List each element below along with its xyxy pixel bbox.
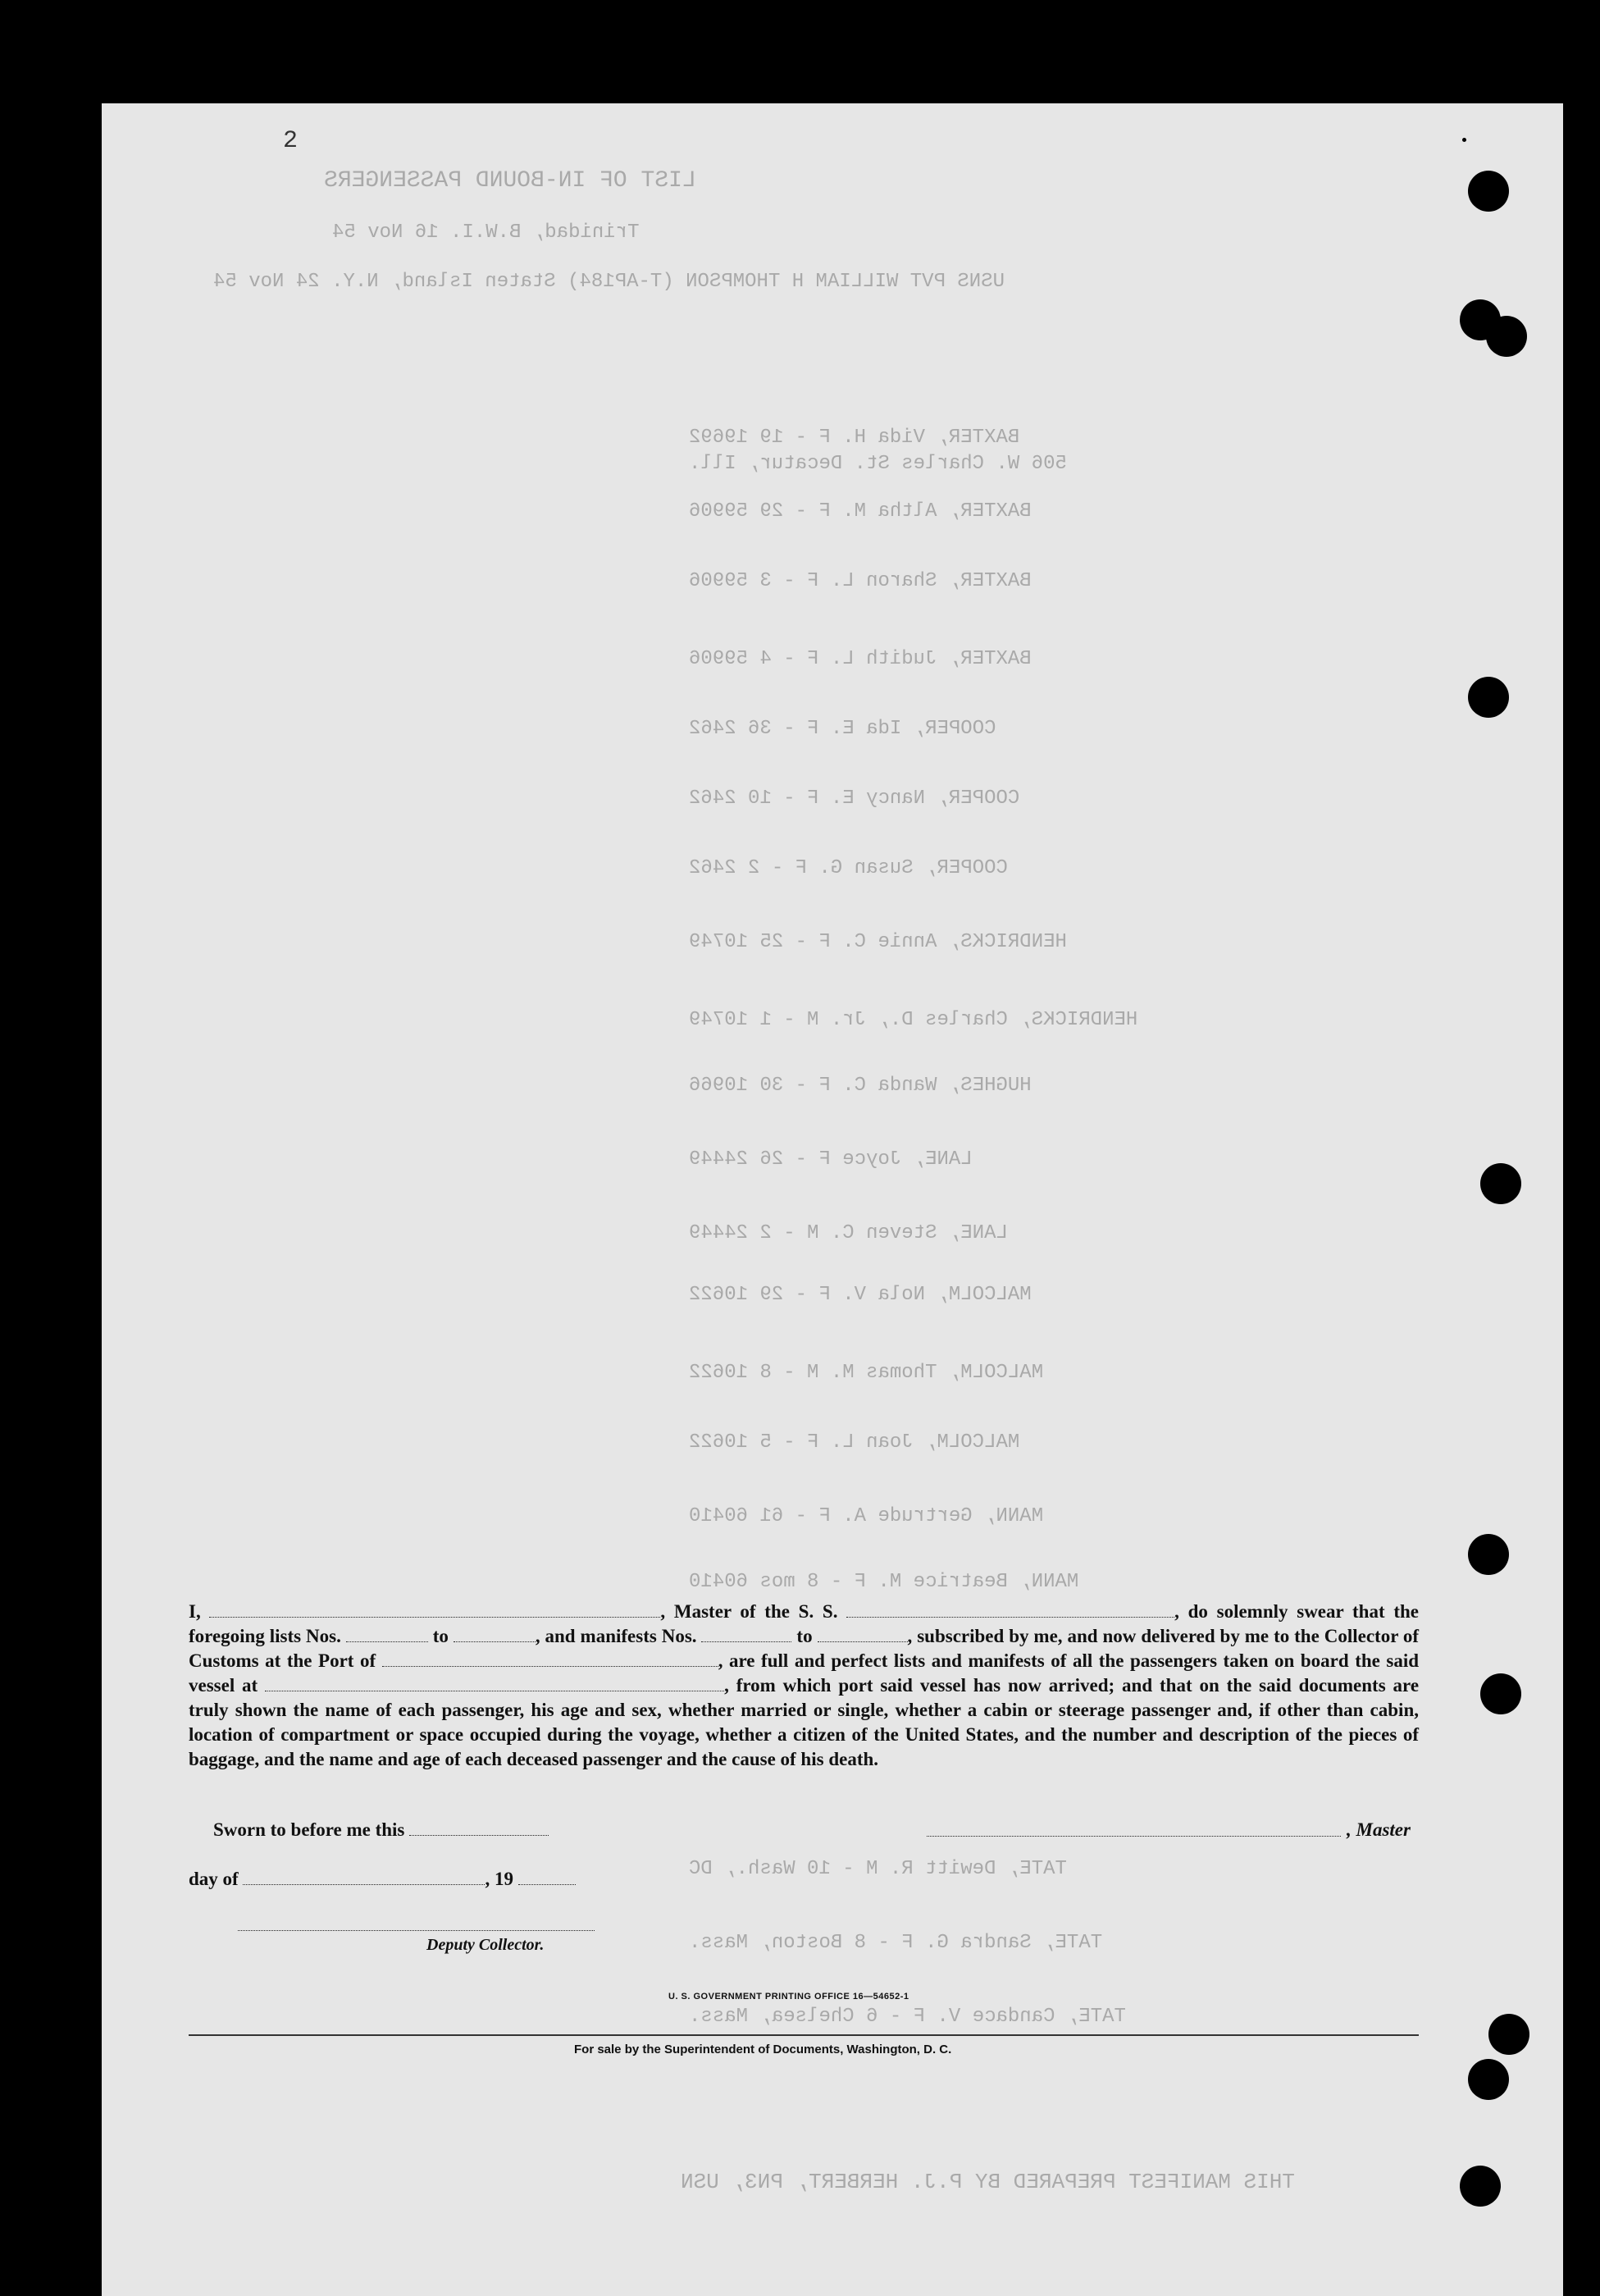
punch-hole	[1468, 677, 1509, 718]
bleed-through-line: HUGHES, Wanda C. F - 30 10966	[689, 1075, 1032, 1097]
master-name-field[interactable]	[209, 1602, 660, 1618]
sworn-label: Sworn to before me this	[213, 1819, 405, 1840]
master-label: , Master	[1347, 1819, 1411, 1840]
speck	[1462, 138, 1466, 142]
punch-hole	[1486, 316, 1527, 357]
punch-hole	[1468, 171, 1509, 212]
embark-port-field[interactable]	[265, 1676, 724, 1691]
oath-text: port said vessel has now arrived; and that on the said documents are truly shown the name of each passenger, his age and sex, whether married or single, whether a cabin or steerage passenger and, if other than cabin, location of compartment or space occupied during the voyage, whether a citizen of the United States, and the number and description of the pieces of baggage, and the name and age of each deceased passenger and the cause of his death.	[189, 1675, 1420, 1769]
bleed-through-line: LANE, Joyce F - 26 24449	[689, 1148, 973, 1171]
manifest-to-field[interactable]	[818, 1627, 908, 1642]
master-signature-line[interactable]	[927, 1836, 1341, 1837]
ship-name-field[interactable]	[846, 1602, 1174, 1618]
oath-text: swear that the foregoing lists Nos.	[189, 1601, 1420, 1646]
bleed-through-line: 506 W. Charles St. Decatur, Ill.	[689, 453, 1067, 475]
speck	[33, 345, 37, 349]
oath-text: , Master of the S. S.	[660, 1601, 838, 1622]
bleed-through-line: MANN, Beatrice M. F - 8 mos 60410	[689, 1571, 1079, 1593]
sworn-date-field[interactable]	[409, 1820, 549, 1836]
port-field[interactable]	[382, 1651, 718, 1667]
manifest-from-field[interactable]	[701, 1627, 791, 1642]
year-label: , 19	[485, 1869, 513, 1889]
bleed-through-line: MANN, Gertrude A. F - 61 60410	[689, 1505, 1044, 1527]
oath-text: , from which	[724, 1675, 832, 1696]
bleed-through-line: MALCOLM, Thomas M. M - 8 10622	[689, 1362, 1044, 1384]
bleed-through-line: MALCOLM, Nola V. F - 29 10622	[689, 1284, 1032, 1306]
oath-text: delivered by me to the Collector of Customs at the Port of	[189, 1626, 1420, 1671]
month-field[interactable]	[243, 1869, 485, 1885]
punch-hole	[1468, 2059, 1509, 2100]
bleed-through-line: LANE, Steven C. M - 2 24449	[689, 1222, 1008, 1244]
bleed-through-line: BAXTER, Judith L. F - 4 59906	[689, 648, 1032, 670]
list-to-field[interactable]	[454, 1627, 536, 1642]
page-number: 2	[283, 127, 299, 155]
sworn-row	[213, 1819, 549, 1841]
bleed-through-line: TATE, Dewitt R. M - 10 Wash., DC	[689, 1858, 1067, 1880]
oath-text: I,	[189, 1601, 201, 1622]
bleed-through-line: HENDRICKS, Annie C. F - 25 10749	[689, 931, 1067, 953]
punch-hole	[1460, 2166, 1501, 2207]
deputy-signature-line[interactable]	[238, 1930, 595, 1931]
oath-text: , are full and perfect lists and	[718, 1650, 962, 1671]
printing-office-line: U. S. GOVERNMENT PRINTING OFFICE 16—54652-1	[668, 1992, 909, 2002]
list-from-field[interactable]	[346, 1627, 428, 1642]
footer-divider	[189, 2034, 1419, 2036]
bleed-through-title: LIST OF IN-BOUND PASSENGERS	[324, 168, 696, 194]
bleed-through-line: MALCOLM, Joan L. F - 5 10622	[689, 1431, 1020, 1454]
oath-text: to	[432, 1626, 449, 1646]
bleed-through-line: HENDRICKS, Charles D., Jr. M - 1 10749	[689, 1009, 1138, 1031]
punch-hole	[1468, 1534, 1509, 1575]
punch-hole	[1480, 1163, 1521, 1204]
oath-text: , subscribed by me, and now	[907, 1626, 1137, 1646]
year-field[interactable]	[518, 1869, 576, 1885]
bleed-through-line: Trinidad, B.W.I. 16 Nov 54	[332, 221, 640, 244]
oath-text: manifests of all the passengers taken on board the said vessel at	[189, 1650, 1420, 1696]
bleed-through-line: COOPER, Susan G. F - 2 2462	[689, 857, 1008, 879]
bleed-through-line: BAXTER, Altha M. F - 29 59906	[689, 500, 1032, 523]
bleed-through-line: BAXTER, Sharon L. F - 3 59906	[689, 570, 1032, 592]
bleed-through-line: BAXTER, Vida H. F - 19 19692	[689, 427, 1020, 449]
oath-text: to	[796, 1626, 813, 1646]
oath-text: , and manifests Nos.	[535, 1626, 697, 1646]
deputy-collector-label: Deputy Collector.	[426, 1936, 545, 1954]
bleed-through-line: THIS MANIFEST PREPARED BY P.J. HERBERT, PN3, USN	[681, 2170, 1295, 2194]
bleed-through-line: COOPER, Ida E. F - 36 2462	[689, 718, 996, 740]
oath-text: , do solemnly	[1174, 1601, 1288, 1622]
bleed-through-line: USNS PVT WILLIAM H THOMPSON (T-AP184) Staten Island, N.Y. 24 Nov 54	[213, 271, 1005, 293]
master-oath	[189, 1600, 1419, 1772]
bleed-through-line: COOPER, Nancy E. F - 10 2462	[689, 787, 1020, 810]
footer-note: For sale by the Superintendent of Documents, Washington, D. C.	[574, 2043, 952, 2056]
punch-hole	[1488, 2014, 1529, 2055]
bleed-through-line: TATE, Candace V. F - 6 Chelsea, Mass.	[689, 2006, 1126, 2028]
punch-hole	[1480, 1673, 1521, 1714]
day-row	[189, 1869, 576, 1890]
day-label: day of	[189, 1869, 239, 1889]
bleed-through-line: TATE, Sandra G. F - 8 Boston, Mass.	[689, 1932, 1103, 1954]
